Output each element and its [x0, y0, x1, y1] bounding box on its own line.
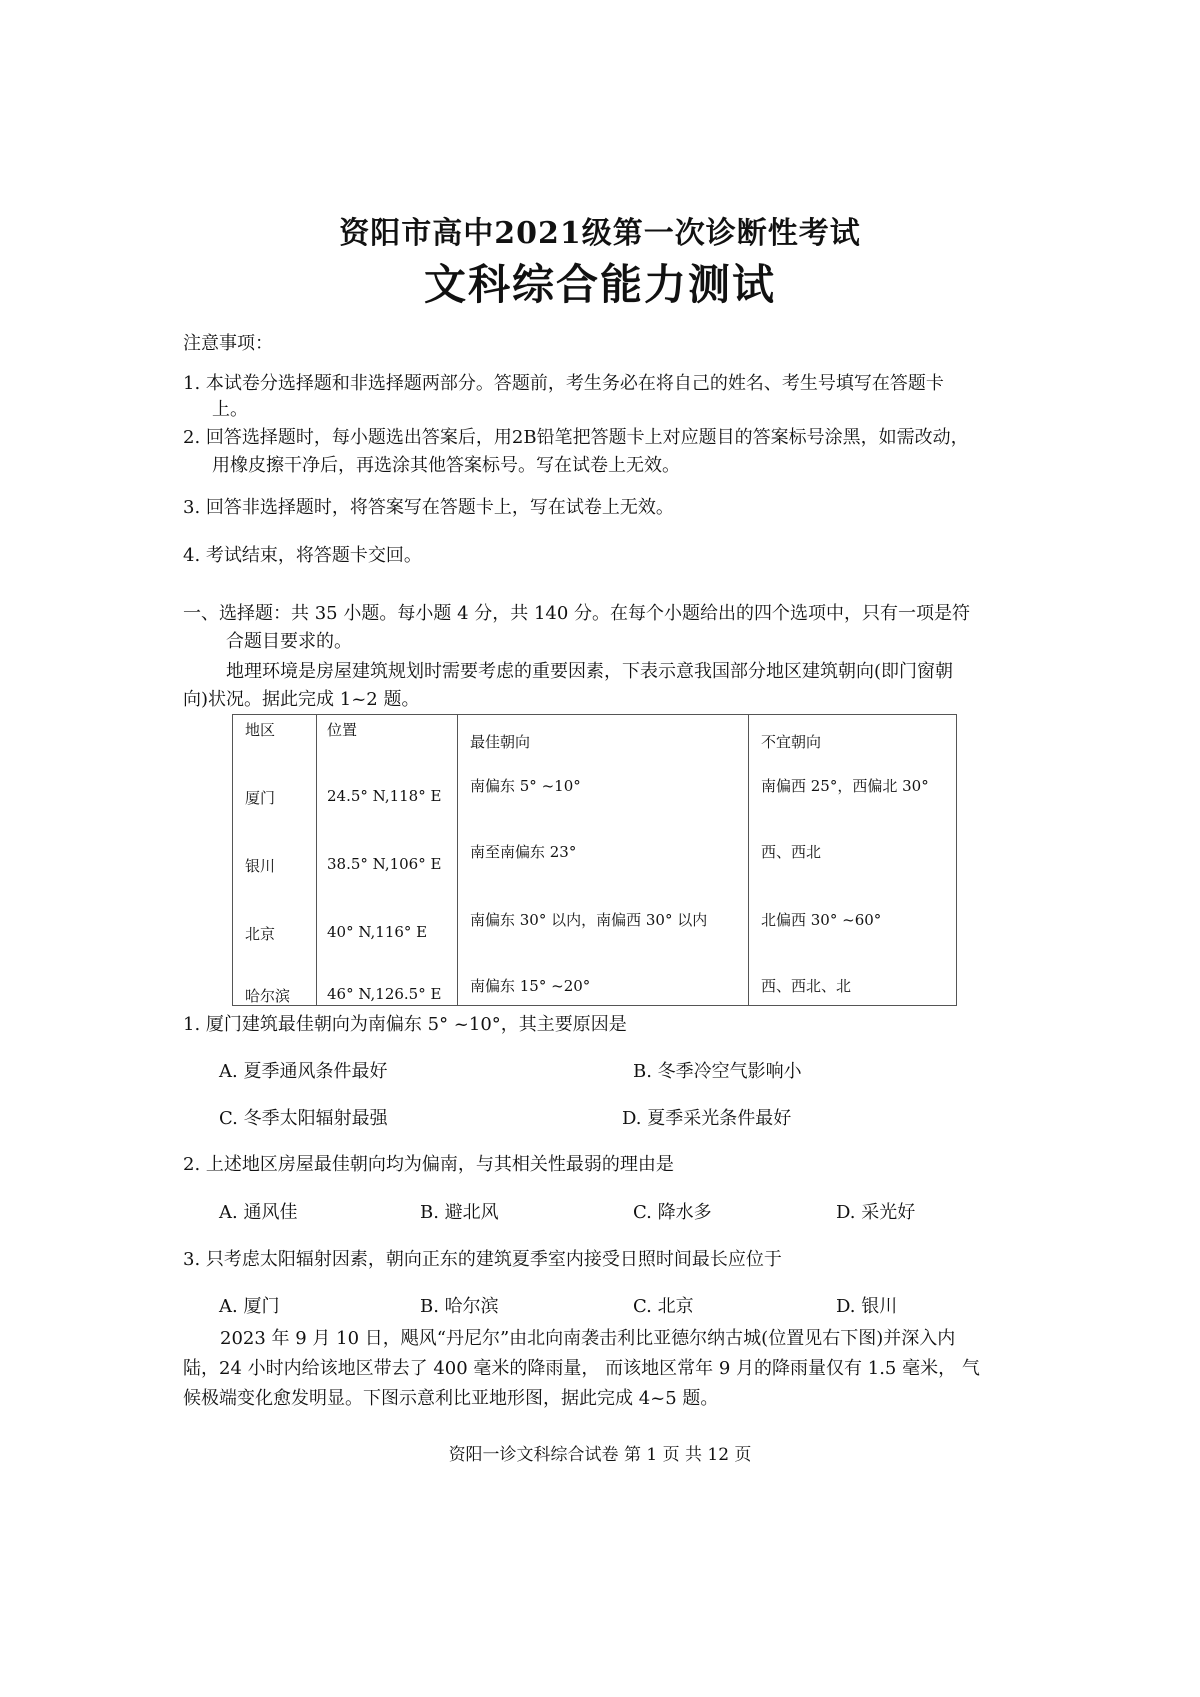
option-d: D. 采光好 [836, 1202, 916, 1223]
cell-best: 南至南偏东 23° [470, 843, 577, 861]
orientation-table [232, 714, 957, 1006]
passage-2: 2023 年 9 月 10 日，飓风“丹尼尔”由北向南袭击利比亚德尔纳古城(位置见右下图)并深入内 [220, 1328, 956, 1349]
option-a: A. 夏季通风条件最好 [219, 1061, 388, 1082]
option-c: C. 北京 [633, 1296, 694, 1317]
notes-heading: 注意事项： [183, 333, 273, 354]
section-heading-cont: 合题目要求的。 [226, 631, 352, 652]
option-c: C. 降水多 [633, 1202, 712, 1223]
cell-avoid: 南偏西 25°，西偏北 30° [761, 777, 929, 795]
note-item-1: 1. 本试卷分选择题和非选择题两部分。答题前，考生务必在将自己的姓名、考生号填写在答题卡 [183, 373, 944, 394]
note-item-1-cont: 上。 [212, 399, 248, 420]
intro-paragraph-cont: 向)状况。据此完成 1~2 题。 [183, 689, 420, 710]
exam-subtitle: 文科综合能力测试 [423, 260, 776, 309]
page-footer: 资阳一诊文科综合试卷 第 1 页 共 12 页 [448, 1445, 752, 1465]
cell-region: 厦门 [245, 789, 276, 807]
header-region: 地区 [245, 721, 276, 739]
option-d: D. 银川 [836, 1296, 898, 1317]
column-avoid [749, 715, 956, 1005]
column-best [458, 715, 748, 1005]
cell-position: 38.5° N,106° E [327, 855, 442, 873]
cell-avoid: 西、西北、北 [761, 977, 852, 995]
passage-2-cont: 候极端变化愈发明显。下图示意利比亚地形图，据此完成 4~5 题。 [183, 1388, 719, 1409]
question-1-stem: 1. 厦门建筑最佳朝向为南偏东 5° ~10°，其主要原因是 [183, 1014, 627, 1035]
intro-paragraph: 地理环境是房屋建筑规划时需要考虑的重要因素，下表示意我国部分地区建筑朝向(即门窗朝 [226, 661, 954, 682]
column-position [317, 715, 457, 1005]
note-item-3: 3. 回答非选择题时，将答案写在答题卡上，写在试卷上无效。 [183, 497, 674, 518]
cell-avoid: 北偏西 30° ~60° [761, 911, 882, 929]
option-b: B. 哈尔滨 [420, 1296, 499, 1317]
column-region [233, 715, 316, 1005]
header-best: 最佳朝向 [470, 733, 531, 751]
cell-region: 银川 [245, 857, 276, 875]
option-b: B. 避北风 [420, 1202, 499, 1223]
option-b: B. 冬季冷空气影响小 [633, 1061, 802, 1082]
question-3-stem: 3. 只考虑太阳辐射因素，朝向正东的建筑夏季室内接受日照时间最长应位于 [183, 1249, 782, 1270]
header-position: 位置 [327, 721, 358, 739]
option-a: A. 通风佳 [219, 1202, 298, 1223]
cell-best: 南偏东 5° ~10° [470, 777, 581, 795]
cell-position: 46° N,126.5° E [327, 985, 442, 1003]
note-item-2: 2. 回答选择题时，每小题选出答案后，用2B铅笔把答题卡上对应题目的答案标号涂黑，如需改动， [183, 427, 969, 448]
option-d: D. 夏季采光条件最好 [622, 1108, 792, 1129]
passage-2-cont: 陆，24 小时内给该地区带去了 400 毫米的降雨量， 而该地区常年 9 月的降雨量仅有 1.5 毫米， 气 [183, 1358, 980, 1379]
option-a: A. 厦门 [219, 1296, 280, 1317]
question-2-stem: 2. 上述地区房屋最佳朝向均为偏南，与其相关性最弱的理由是 [183, 1154, 674, 1175]
cell-region: 北京 [245, 925, 276, 943]
cell-avoid: 西、西北 [761, 843, 822, 861]
note-item-4: 4. 考试结束，将答题卡交回。 [183, 545, 422, 566]
cell-best: 南偏东 15° ~20° [470, 977, 591, 995]
cell-position: 40° N,116° E [327, 923, 428, 941]
cell-position: 24.5° N,118° E [327, 787, 442, 805]
option-c: C. 冬季太阳辐射最强 [219, 1108, 388, 1129]
header-avoid: 不宜朝向 [761, 733, 822, 751]
cell-region: 哈尔滨 [245, 987, 291, 1005]
section-heading: 一、选择题：共 35 小题。每小题 4 分，共 140 分。在每个小题给出的四个选项中，只有一项是符 [183, 603, 971, 624]
note-item-2-cont: 用橡皮擦干净后，再选涂其他答案标号。写在试卷上无效。 [212, 455, 680, 476]
exam-title: 资阳市高中2021级第一次诊断性考试 [339, 216, 861, 251]
cell-best: 南偏东 30° 以内，南偏西 30° 以内 [470, 911, 708, 929]
